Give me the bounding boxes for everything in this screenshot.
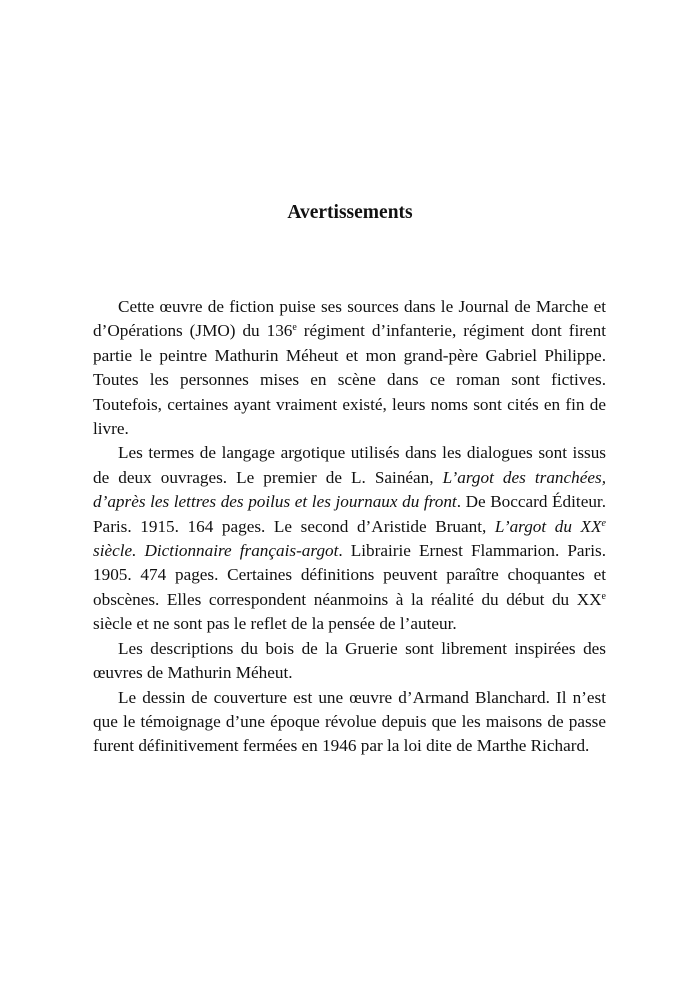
paragraph-argot-text-3: . Librairie Ernest Flammarion. Paris. 1905. 474 pages. Certaines définitions peuvent paraître choquantes et obscènes. Elles correspondent néanmoins à la réalité du début du XX [93, 541, 606, 609]
paragraph-sources-text-2: régiment d’infanterie, régiment dont firent partie le peintre Mathurin Méheut et mon grand-père Gabriel Philippe. Toutes les personnes mises en scène dans ce roman sont fictives. Toutefois, certaines ayant vraiment existé, leurs noms sont cités en fin de livre. [93, 321, 607, 439]
century-superscript-italic-text: e [601, 517, 606, 529]
ordinal-superscript: e [292, 322, 297, 334]
paragraph-sources [93, 295, 606, 441]
paragraph-gruerie [93, 637, 606, 686]
paragraph-argot-text-2: . De Boccard Éditeur. Paris. 1915. 164 pages. Le second d’Aristide Bruant, [93, 492, 606, 536]
book-title-bruant-part-2: siècle. Dictionnaire français-argot [93, 541, 339, 561]
century-superscript: e [601, 590, 606, 602]
page-title: Avertissements [287, 202, 413, 223]
paragraph-cover [93, 686, 606, 759]
paragraph-cover-text: Le dessin de couverture est une œuvre d’Armand Blanchard. Il n’est que le témoignage d’une époque révolue depuis que les maisons de passe furent définitivement fermées en 1946 par la loi dite de Marthe Richard. [93, 687, 606, 756]
paragraph-sources-text-1: Cette œuvre de fiction puise ses sources dans le Journal de Marche et d’Opérations (JMO) du 136 [93, 297, 606, 341]
paragraph-argot [93, 441, 606, 636]
paragraph-argot-text-4: siècle et ne sont pas le reflet de la pensée de l’auteur. [93, 614, 457, 634]
paragraph-gruerie-text: Les descriptions du bois de la Gruerie sont librement inspirées des œuvres de Mathurin Méheut. [93, 638, 606, 683]
book-title-bruant-part-1: L’argot du XX [494, 516, 602, 536]
book-title-sainean: L’argot des tranchées, d’après les lettres des poilus et les journaux du front [93, 467, 606, 512]
paragraph-argot-text-1: Les termes de langage argotique utilisés dans les dialogues sont issus de deux ouvrages. Le premier de L. Sainéan, [93, 443, 606, 487]
century-superscript-italic [602, 518, 606, 529]
body-text [93, 295, 606, 759]
